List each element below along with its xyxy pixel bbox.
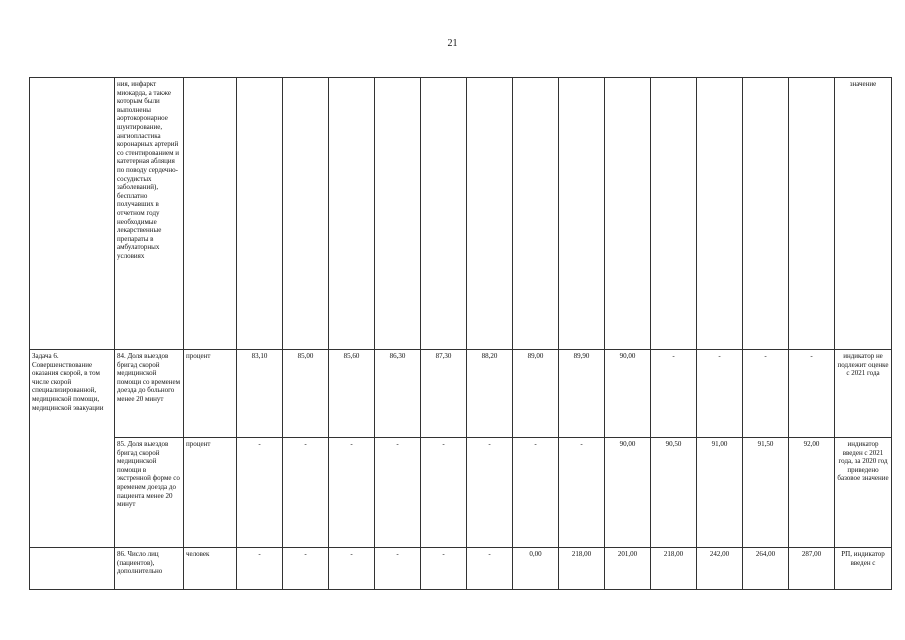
value-cell: - xyxy=(789,350,835,438)
value-cell: - xyxy=(467,548,513,590)
value-cell: - xyxy=(375,438,421,548)
value-cell: - xyxy=(421,438,467,548)
value-cell: 87,30 xyxy=(421,350,467,438)
value-cell: 89,00 xyxy=(513,350,559,438)
value-cell: - xyxy=(237,438,283,548)
value-cell xyxy=(421,78,467,350)
note-cell: индикатор не подлежит оценке с 2021 года xyxy=(835,350,892,438)
value-cell: - xyxy=(329,548,375,590)
value-cell: - xyxy=(283,438,329,548)
unit-cell: процент xyxy=(184,350,237,438)
value-cell: 218,00 xyxy=(559,548,605,590)
value-cell: 91,50 xyxy=(743,438,789,548)
note-cell: индикатор введен с 2021 года, за 2020 год приведено базовое значение xyxy=(835,438,892,548)
value-cell: - xyxy=(743,350,789,438)
value-cell: - xyxy=(237,548,283,590)
value-cell: - xyxy=(513,438,559,548)
indicator-cell: 85. Доля выездов бригад скорой медицинской помощи в экстренной форме со временем доезда до пациента менее 20 минут xyxy=(115,438,184,548)
task-cell xyxy=(30,548,115,590)
value-cell: - xyxy=(467,438,513,548)
indicator-cell: ния, инфаркт миокарда, а также которым были выполнены аортокоронарное шунтирование, ангиопластика коронарных артерий со стентированием и катетерная абляция по поводу сердечно-сосудистых заболеваний), бесплатно получавших в отчетном году необходимые лекарственные препараты в амбулаторных условиях xyxy=(115,78,184,350)
indicators-table xyxy=(29,77,892,590)
value-cell: 85,60 xyxy=(329,350,375,438)
value-cell xyxy=(559,78,605,350)
value-cell: 264,00 xyxy=(743,548,789,590)
table-row xyxy=(30,438,892,548)
value-cell xyxy=(697,78,743,350)
value-cell: 89,90 xyxy=(559,350,605,438)
table-row xyxy=(30,350,892,438)
value-cell: 242,00 xyxy=(697,548,743,590)
value-cell: 287,00 xyxy=(789,548,835,590)
unit-cell: человек xyxy=(184,548,237,590)
page-number: 21 xyxy=(447,38,458,49)
value-cell: 90,00 xyxy=(605,438,651,548)
value-cell xyxy=(789,78,835,350)
value-cell: 86,30 xyxy=(375,350,421,438)
task-cell xyxy=(30,78,115,350)
value-cell: 83,10 xyxy=(237,350,283,438)
value-cell xyxy=(605,78,651,350)
task-cell: Задача 6. Совершенствование оказания скорой, в том числе скорой специализированной, медицинской помощи, медицинской эвакуации xyxy=(30,350,115,548)
value-cell: - xyxy=(283,548,329,590)
value-cell: - xyxy=(421,548,467,590)
value-cell: - xyxy=(697,350,743,438)
value-cell: 85,00 xyxy=(283,350,329,438)
value-cell xyxy=(467,78,513,350)
value-cell xyxy=(651,78,697,350)
value-cell xyxy=(237,78,283,350)
value-cell: - xyxy=(559,438,605,548)
unit-cell xyxy=(184,78,237,350)
table-row xyxy=(30,78,892,350)
value-cell xyxy=(375,78,421,350)
unit-cell: процент xyxy=(184,438,237,548)
value-cell: 0,00 xyxy=(513,548,559,590)
value-cell: - xyxy=(651,350,697,438)
value-cell: 90,50 xyxy=(651,438,697,548)
value-cell xyxy=(513,78,559,350)
table-row xyxy=(30,548,892,590)
value-cell xyxy=(329,78,375,350)
value-cell: 90,00 xyxy=(605,350,651,438)
indicator-cell: 86. Число лиц (пациентов), дополнительно xyxy=(115,548,184,590)
indicator-cell: 84. Доля выездов бригад скорой медицинской помощи со временем доезда до больного менее 20 минут xyxy=(115,350,184,438)
note-cell: значение xyxy=(835,78,892,350)
value-cell: 92,00 xyxy=(789,438,835,548)
value-cell: 201,00 xyxy=(605,548,651,590)
value-cell xyxy=(743,78,789,350)
value-cell: - xyxy=(375,548,421,590)
value-cell xyxy=(283,78,329,350)
value-cell: - xyxy=(329,438,375,548)
value-cell: 91,00 xyxy=(697,438,743,548)
value-cell: 218,00 xyxy=(651,548,697,590)
value-cell: 88,20 xyxy=(467,350,513,438)
note-cell: РП, индикатор введен с xyxy=(835,548,892,590)
